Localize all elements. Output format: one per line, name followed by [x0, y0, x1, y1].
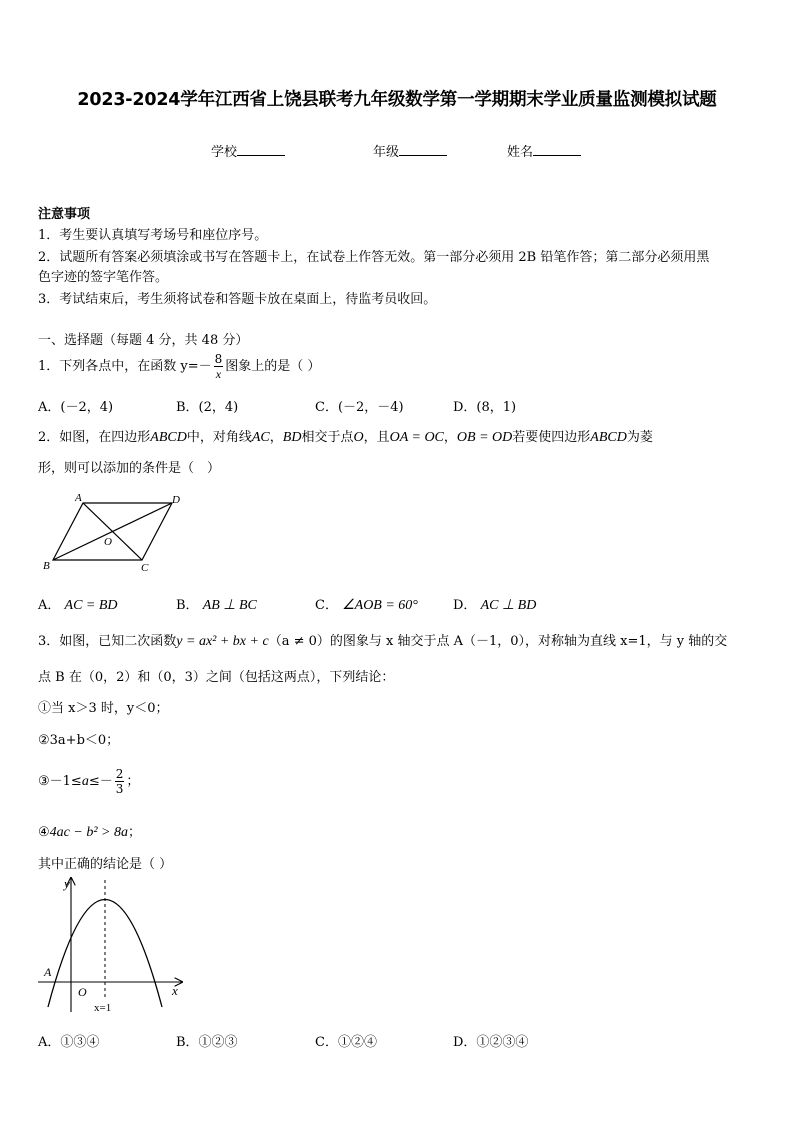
- q2-math-abcd: ABCD: [590, 430, 627, 445]
- q2-math-ac: AC: [251, 430, 270, 445]
- q1-option-b[interactable]: B．(2，4): [176, 400, 239, 415]
- notice-item: 色字迹的签字笔作答。: [38, 270, 169, 285]
- option-letter: A．: [38, 598, 61, 613]
- q3-parabola-figure: [36, 872, 186, 1017]
- q3-text: ≤－: [88, 774, 113, 789]
- q2-text: 若要使四边形: [512, 430, 591, 445]
- question-2-stem: [38, 426, 653, 446]
- option-expr: AB ⊥ BC: [202, 598, 257, 613]
- q3-condition: （a ≠ 0）: [268, 634, 330, 649]
- q1-frac-den: x: [215, 367, 222, 381]
- student-info-row: [0, 141, 794, 161]
- q2-text: ，且: [363, 430, 390, 445]
- notice-item: 2．试题所有答案必须填涂或书写在答题卡上，在试卷上作答无效。第一部分必须用 2B 铅笔作答；第二部分必须用黑: [38, 250, 710, 265]
- q2-text: ，: [443, 430, 457, 445]
- q2-math-abcd: ABCD: [150, 430, 187, 445]
- page-title: 2023-2024学年江西省上饶县联考九年级数学第一学期期末学业质量监测模拟试题: [77, 90, 717, 110]
- q2-math-o: O: [353, 430, 364, 445]
- q2-option-d[interactable]: [453, 594, 536, 614]
- school-field[interactable]: [211, 141, 285, 160]
- label-o: O: [78, 985, 87, 999]
- q3-text: 3．如图，已知二次函数: [38, 634, 177, 649]
- q3-conclusion-3: [38, 762, 139, 802]
- notice-heading: 注意事项: [38, 207, 91, 222]
- q3-conclusion-1: ①当 x＞3 时，y＜0；: [38, 701, 169, 716]
- q1-stem-tail: 图象上的是（ ）: [225, 359, 321, 374]
- school-label: 学校: [211, 145, 238, 160]
- q2-text: 为菱: [626, 430, 653, 445]
- q2-text: 中，对角线: [186, 430, 252, 445]
- label-b: B: [43, 560, 50, 572]
- question-1-stem: [38, 349, 320, 385]
- option-expr: ∠AOB = 60°: [342, 598, 418, 613]
- name-label: 姓名: [507, 145, 534, 160]
- q2-math-ob-od: OB = OD: [456, 430, 513, 445]
- option-expr: AC = BD: [64, 598, 118, 613]
- q3-text: ④: [38, 825, 50, 840]
- grade-field[interactable]: [373, 141, 447, 160]
- q1-option-c[interactable]: C．(－2，－4): [315, 400, 404, 415]
- q3-text: ③－1≤: [38, 774, 82, 789]
- q3-conclusion-4: [38, 821, 141, 841]
- q1-fraction: [214, 352, 224, 381]
- q3-function: y = ax² + bx + c: [176, 634, 269, 649]
- grade-blank[interactable]: [399, 142, 447, 156]
- label-c: C: [141, 562, 149, 574]
- q2-math-oa-oc: OA = OC: [389, 430, 444, 445]
- q1-stem-text: 1．下列各点中，在函数 y=－: [38, 359, 212, 374]
- option-expr: AC ⊥ BD: [480, 598, 537, 613]
- section-heading: 一、选择题（每题 4 分，共 48 分）: [38, 333, 249, 348]
- q2-text: 2．如图，在四边形: [38, 430, 151, 445]
- label-d: D: [172, 494, 180, 506]
- q3-expression: 4ac − b² > 8a: [49, 825, 128, 840]
- label-o: O: [104, 536, 112, 548]
- grade-label: 年级: [373, 145, 400, 160]
- q3-option-d[interactable]: D．①②③④: [453, 1035, 529, 1050]
- label-a: A: [44, 965, 52, 979]
- q3-conclusion-2: ②3a+b＜0；: [38, 733, 120, 748]
- option-letter: C．: [315, 598, 338, 613]
- q2-option-a[interactable]: [38, 594, 118, 614]
- q3-text: 的图象与 x 轴交于点 A（－1，0），对称轴为直线 x=1，与 y 轴的交: [329, 634, 728, 649]
- diagonal-bd: [53, 503, 172, 560]
- q3-fraction: [115, 767, 125, 796]
- label-a: A: [75, 492, 82, 504]
- q2-text: ，: [269, 430, 283, 445]
- option-letter: D．: [453, 598, 477, 613]
- q2-option-b[interactable]: [176, 594, 257, 614]
- q3-option-a[interactable]: A．①③④: [38, 1035, 100, 1050]
- q3-frac-num: 2: [115, 767, 124, 781]
- q3-frac-den: 3: [115, 782, 124, 796]
- q1-option-a[interactable]: A．(－2，4): [38, 400, 114, 415]
- name-blank[interactable]: [533, 142, 581, 156]
- school-blank[interactable]: [237, 142, 285, 156]
- q1-frac-num: 8: [214, 352, 223, 366]
- question-2-stem-line2: 形，则可以添加的条件是（ ）: [38, 461, 221, 476]
- label-symmetry: x=1: [94, 1002, 112, 1014]
- name-field[interactable]: [507, 141, 581, 160]
- q2-option-c[interactable]: [315, 594, 418, 614]
- q2-text: 相交于点: [301, 430, 354, 445]
- q3-text: ；: [127, 825, 141, 840]
- q3-var-a: a: [81, 774, 89, 789]
- label-y: y: [64, 876, 70, 891]
- q1-option-d[interactable]: D．(8，1): [453, 400, 517, 415]
- q3-option-b[interactable]: B．①②③: [176, 1035, 238, 1050]
- q2-quadrilateral-figure: [38, 488, 188, 578]
- notice-item: 1．考生要认真填写考场号和座位序号。: [38, 228, 268, 243]
- label-x: x: [172, 983, 178, 998]
- option-letter: B．: [176, 598, 199, 613]
- q3-question: 其中正确的结论是（ ）: [38, 857, 173, 872]
- question-3-stem-line2: 点 B 在（0，2）和（0，3）之间（包括这两点），下列结论：: [38, 670, 395, 685]
- q3-text: ；: [126, 774, 140, 789]
- question-3-stem: [38, 630, 727, 650]
- q3-option-c[interactable]: C．①②④: [315, 1035, 377, 1050]
- q2-math-bd: BD: [282, 430, 302, 445]
- notice-item: 3．考试结束后，考生须将试卷和答题卡放在桌面上，待监考员收回。: [38, 292, 437, 307]
